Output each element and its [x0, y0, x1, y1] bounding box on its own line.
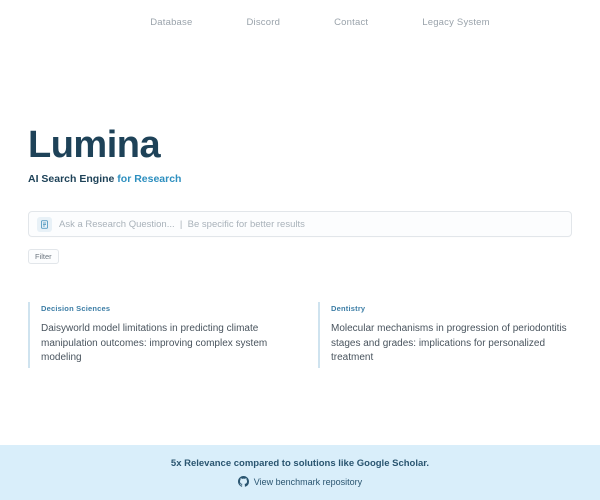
result-category: Decision Sciences	[41, 304, 111, 313]
footer	[0, 445, 600, 500]
result-title[interactable]: Daisyworld model limitations in predicting climate manipulation outcomes: improving complex system modeling	[41, 323, 268, 363]
result-card[interactable]	[318, 302, 572, 368]
search-section	[28, 211, 572, 264]
nav-link-legacy-system[interactable]: Legacy System	[422, 16, 490, 28]
tagline	[28, 173, 572, 185]
results-list	[28, 302, 572, 368]
page-title: Lumina	[28, 124, 161, 166]
github-icon	[238, 476, 249, 487]
tagline-prefix: AI Search Engine	[28, 173, 118, 185]
nav-link-contact[interactable]: Contact	[334, 16, 369, 28]
search-input[interactable]	[59, 212, 563, 236]
filter-button[interactable]: Filter	[28, 249, 59, 264]
hero-block	[28, 126, 572, 185]
benchmark-repository-link[interactable]: View benchmark repository	[253, 476, 363, 487]
footer-stat-text: 5x Relevance compared to solutions like Google Scholar.	[170, 458, 430, 469]
nav-link-database[interactable]: Database	[150, 16, 193, 28]
search-bar[interactable]	[28, 211, 572, 237]
top-navigation	[0, 0, 600, 44]
filter-row	[28, 246, 572, 264]
nav-link-discord[interactable]: Discord	[246, 16, 281, 28]
result-card[interactable]	[28, 302, 282, 368]
document-search-icon	[37, 217, 52, 232]
result-category: Dentistry	[331, 304, 366, 313]
footer-link-row[interactable]	[238, 476, 362, 487]
main-content	[0, 44, 600, 445]
result-title[interactable]: Molecular mechanisms in progression of periodontitis stages and grades: implications for personalized treatment	[331, 323, 567, 363]
tagline-accent: for Research	[117, 173, 182, 185]
